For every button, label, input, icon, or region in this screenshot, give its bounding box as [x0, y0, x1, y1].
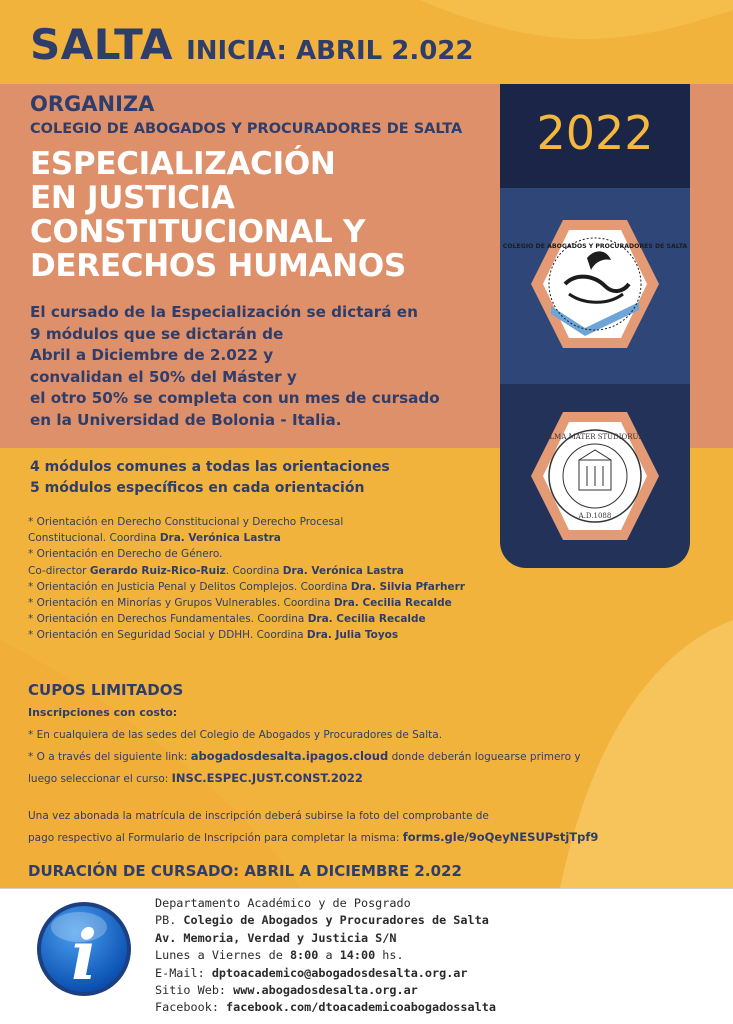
description-line: el otro 50% se completa con un mes de cursado	[30, 389, 440, 407]
title-line: DERECHOS HUMANOS	[30, 248, 406, 284]
enrollment-line: * En cualquiera de las sedes del Colegio de Abogados y Procuradores de Salta.	[28, 729, 443, 741]
orientations-list	[28, 514, 465, 644]
modules-summary	[30, 457, 390, 499]
bologna-seal-logo	[525, 406, 665, 546]
description-line: en la Universidad de Bolonia - Italia.	[30, 410, 342, 429]
payment-link[interactable]: abogadosdesalta.ipagos.cloud	[190, 749, 389, 763]
email-link[interactable]: dptoacademico@abogadosdesalta.org.ar	[211, 965, 468, 980]
course-code: INSC.ESPEC.JUST.CONST.2022	[171, 771, 363, 785]
orientation-item: * Orientación en Derecho de Género.	[28, 548, 223, 561]
description-line: convalidan el 50% del Máster y	[30, 367, 297, 386]
colegio-seal-text: COLEGIO DE ABOGADOS Y PROCURADORES DE SALTA	[502, 243, 688, 250]
website-line: Sitio Web: www.abogadosdesalta.org.ar	[155, 983, 418, 998]
organizer-name: COLEGIO DE ABOGADOS Y PROCURADORES DE SALTA	[30, 121, 463, 137]
title-line: EN JUSTICIA	[30, 180, 235, 216]
start-date: INICIA: ABRIL 2.022	[186, 36, 474, 66]
orientation-item: * Orientación en Minorías y Grupos Vulnerables. Coordina Dra. Cecilia Recalde	[28, 597, 452, 610]
description-line: El cursado de la Especialización se dictará en	[30, 303, 418, 321]
address-line: PB. Colegio de Abogados y Procuradores de Salta	[155, 913, 489, 928]
orientation-item: * Orientación en Seguridad Social y DDHH. Coordina Dra. Julia Toyos	[28, 629, 399, 642]
organizer-label: ORGANIZA	[30, 92, 155, 116]
office-hours: Lunes a Viernes de 8:00 a 14:00 hs.	[155, 948, 404, 963]
title-line: CONSTITUCIONAL Y	[30, 214, 366, 250]
facebook-line: Facebook: facebook.com/dtoacademicoabogadossalta	[155, 1000, 496, 1015]
info-icon-letter: i	[71, 916, 97, 996]
info-icon	[34, 899, 134, 999]
course-title	[30, 147, 500, 283]
orientation-item: Constitucional. Coordina Dra. Verónica Lastra	[28, 532, 281, 545]
orientation-item: * Orientación en Justicia Penal y Delitos Complejos. Coordina Dra. Silvia Pfarherr	[28, 580, 465, 593]
description-line: 9 módulos que se dictarán de	[30, 324, 284, 343]
year-label: 2022	[536, 106, 654, 160]
orientation-item: * Orientación en Derecho Constitucional y Derecho Procesal	[28, 516, 344, 528]
enrollment-line: luego seleccionar el curso: INSC.ESPEC.JUST.CONST.2022	[28, 771, 363, 785]
orientation-item: Co-director Gerardo Ruiz-Rico-Ruiz. Coordina Dra. Verónica Lastra	[28, 564, 404, 577]
address-line: Av. Memoria, Verdad y Justicia S/N	[155, 930, 397, 945]
course-description	[30, 302, 440, 431]
enrollment-info	[28, 725, 581, 790]
modules-line: 4 módulos comunes a todas las orientaciones	[30, 459, 390, 475]
title-line: ESPECIALIZACIÓN	[30, 146, 336, 182]
enrollment-heading: Inscripciones con costo:	[28, 706, 178, 719]
email-line: E-Mail: dptoacademico@abogadosdesalta.org.ar	[155, 965, 468, 980]
side-panel	[500, 84, 690, 568]
website-link[interactable]: www.abogadosdesalta.org.ar	[233, 983, 418, 998]
contact-details	[155, 895, 496, 1017]
enrollment-line: * O a través del siguiente link: abogadosdesalta.ipagos.cloud donde deberán loguearse primero y	[28, 749, 581, 763]
department-name: Departamento Académico y de Posgrado	[155, 896, 411, 910]
bologna-seal-year: A.D.1088	[578, 512, 612, 520]
upload-line: pago respectivo al Formulario de Inscripción para completar la misma: forms.gle/9oQeyNESUPstjTpf9	[28, 830, 599, 844]
colegio-seal-logo	[502, 214, 688, 354]
description-line: Abril a Diciembre de 2.022 y	[30, 346, 274, 364]
modules-line: 5 módulos específicos en cada orientación	[30, 480, 365, 496]
bologna-seal-text: ALMA MATER STUDIORUM	[544, 433, 646, 441]
header	[30, 20, 473, 69]
upload-line: Una vez abonada la matrícula de inscripción deberá subirse la foto del comprobante de	[28, 810, 489, 822]
year-box	[500, 84, 690, 188]
course-duration: DURACIÓN DE CURSADO: ABRIL A DICIEMBRE 2.022	[28, 862, 462, 880]
limited-spots-heading: CUPOS LIMITADOS	[28, 681, 184, 699]
orientation-item: * Orientación en Derechos Fundamentales. Coordina Dra. Cecilia Recalde	[28, 613, 426, 626]
contact-footer	[0, 888, 733, 1024]
city-title: SALTA	[30, 20, 173, 69]
facebook-link[interactable]: facebook.com/dtoacademicoabogadossalta	[226, 1000, 496, 1015]
upload-instructions	[28, 806, 598, 849]
form-link[interactable]: forms.gle/9oQeyNESUPstjTpf9	[402, 830, 599, 844]
